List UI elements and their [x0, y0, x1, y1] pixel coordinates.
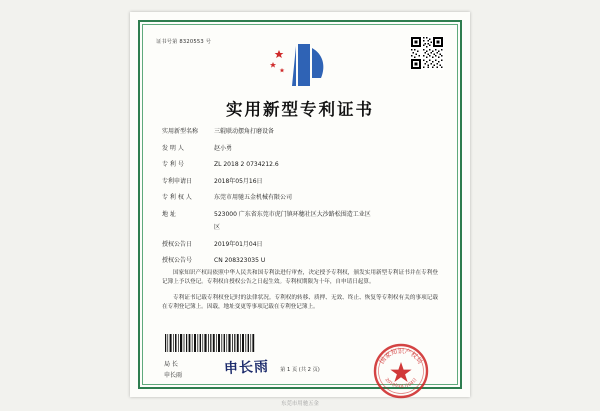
field-value: 赵小勇: [214, 144, 233, 152]
field-value: 523000 广东省东莞市虎门镇环穗社区大沙路松围造工业区: [214, 210, 371, 218]
field-value: 2018年05月16日: [214, 177, 263, 185]
field-value: CN 208323035 U: [214, 257, 266, 264]
office-sublabel: 申长雨: [164, 372, 183, 379]
field-row: [162, 192, 438, 203]
field-value: 三辊联动摆角打磨设备: [214, 128, 275, 135]
svg-text:2019年01月04日: 2019年01月04日: [383, 377, 419, 390]
field-value: ZL 2018 2 0734212.6: [214, 161, 279, 168]
field-label: 授权公告日: [162, 240, 193, 248]
certificate-sheet: [130, 12, 470, 397]
address-continuation: 区: [214, 224, 221, 231]
field-row: [162, 159, 438, 170]
field-label: 发 明 人: [162, 144, 184, 152]
field-row: [162, 176, 438, 187]
field-row: [162, 255, 438, 266]
legal-text: [162, 269, 438, 319]
field-row: [162, 126, 438, 137]
patent-emblem-icon: [265, 40, 335, 92]
field-value: 2019年01月04日: [214, 240, 263, 248]
legal-paragraph-2: 专利证书记载专利权登记时的法律状况。专利权的转移、质押、无效、终止、恢复等专利权有关的事项记载在专利登记簿上。因载，地址变更等事项记载在专利登记簿上。: [162, 294, 438, 311]
field-label: 专 利 号: [162, 161, 184, 168]
qr-code-icon: [410, 36, 444, 70]
field-value: 东莞市用驰五金机械有限公司: [214, 194, 293, 201]
field-row: [162, 239, 438, 250]
certificate-content: [152, 34, 448, 390]
handwritten-signature: 申长雨: [223, 358, 270, 378]
bottom-watermark: 东莞市用驰五金: [281, 401, 319, 407]
svg-text:国家知识产权局: 国家知识产权局: [377, 347, 425, 366]
field-label: 实用新型名称: [162, 128, 199, 135]
field-label: 授权公告号: [162, 257, 193, 264]
page-title: 实用新型专利证书: [226, 100, 374, 119]
field-list: [162, 126, 438, 272]
field-row: [162, 209, 438, 220]
legal-paragraph-1: 国家知识产权局依照中华人民共和国专利法进行审查，决定授予专利权，颁发实用新型专利证书并在专利登记簿上予以登记。专利权自授权公告之日起生效。专利权期限为十年，自申请日起算。: [162, 270, 438, 286]
certificate-number: 证书号第 8320553 号: [156, 39, 212, 45]
field-label: 地 址: [162, 210, 176, 218]
field-label: 专利申请日: [162, 177, 193, 185]
field-label: 专 利 权 人: [162, 194, 192, 201]
field-row: [162, 143, 438, 154]
barcode-icon: [164, 334, 256, 352]
page-indicator: 第 1 页 (共 2 页): [280, 367, 320, 373]
office-label: 局 长: [164, 361, 178, 368]
